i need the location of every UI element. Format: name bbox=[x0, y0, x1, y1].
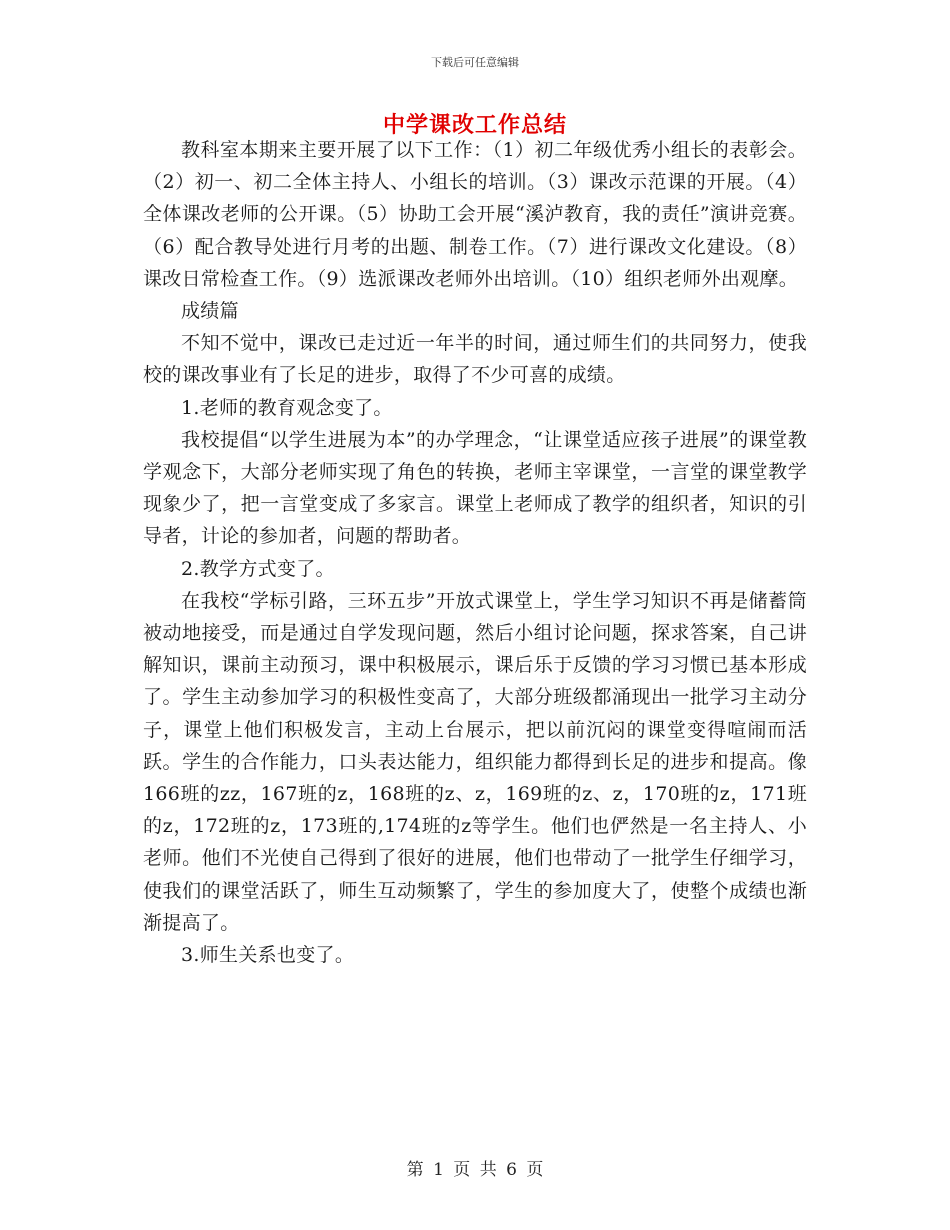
document-title: 中学课改工作总结 bbox=[382, 113, 567, 138]
section-heading-achievements: 成绩篇 bbox=[181, 300, 239, 323]
subheading-teaching-method: 2.教学方式变了。 bbox=[181, 557, 335, 580]
paragraph-teaching-method: 在我校“学标引路，三环五步”开放式课堂上，学生学习知识不再是储蓄筒被动地接受，而是通过自学发现问题，然后小组讨论问题，探求答案，自己讲解知识，课前主动预习，课中积极展示，课后乐于反馈的学习习惯已基本形成了。学生主动参加学习的积极性变高了，大部分班级都涌现出一批学习主动分子，课堂上他们积极发言，主动上台展示，把以前沉闷的课堂变得喧闹而活跃。学生的合作能力，口头表达能力，组织能力都得到长足的进步和提高。像166班的zz，167班的z，168班的z、z，169班的z、z，170班的z，171班的z，172班的z，173班的,174班的z等学生。他们也俨然是一名主持人、小老师。他们不光使自己得到了很好的进展，他们也带动了一批学生仔细学习，使我们的课堂活跃了，师生互动频繁了，学生的参加度大了，使整个成绩也渐渐提高了。 bbox=[143, 589, 807, 934]
subheading-teacher-student-relation: 3.师生关系也变了。 bbox=[181, 944, 355, 967]
page-number: 第 1 页 共 6 页 bbox=[406, 1160, 544, 1180]
paragraph-work-items: 教科室本期来主要开展了以下工作：（1）初二年级优秀小组长的表彰会。（2）初一、初二全体主持人、小组长的培训。（3）课改示范课的开展。（4）全体课改老师的公开课。（5）协助工会开展“溪泸教育，我的责任”演讲竞赛。（6）配合教导处进行月考的出题、制卷工作。（7）进行课改文化建设。（8）课改日常检查工作。（9）选派课改老师外出培训。（10）组织老师外出观摩。 bbox=[143, 139, 807, 290]
page-header-note: 下载后可任意编辑 bbox=[431, 56, 519, 69]
paragraph-teacher-concept: 我校提倡“以学生进展为本”的办学理念，“让课堂适应孩子进展”的课堂教学观念下，大部分老师实现了角色的转换，老师主宰课堂，一言堂的课堂教学现象少了，把一言堂变成了多家言。课堂上老师成了教学的组织者，知识的引导者，计论的参加者，问题的帮助者。 bbox=[143, 428, 807, 548]
document-body bbox=[143, 134, 807, 971]
paragraph-progress: 不知不觉中，课改已走过近一年半的时间，通过师生们的共同努力，使我校的课改事业有了长足的进步，取得了不少可喜的成绩。 bbox=[143, 332, 807, 387]
subheading-teacher-concept: 1.老师的教育观念变了。 bbox=[181, 396, 393, 419]
